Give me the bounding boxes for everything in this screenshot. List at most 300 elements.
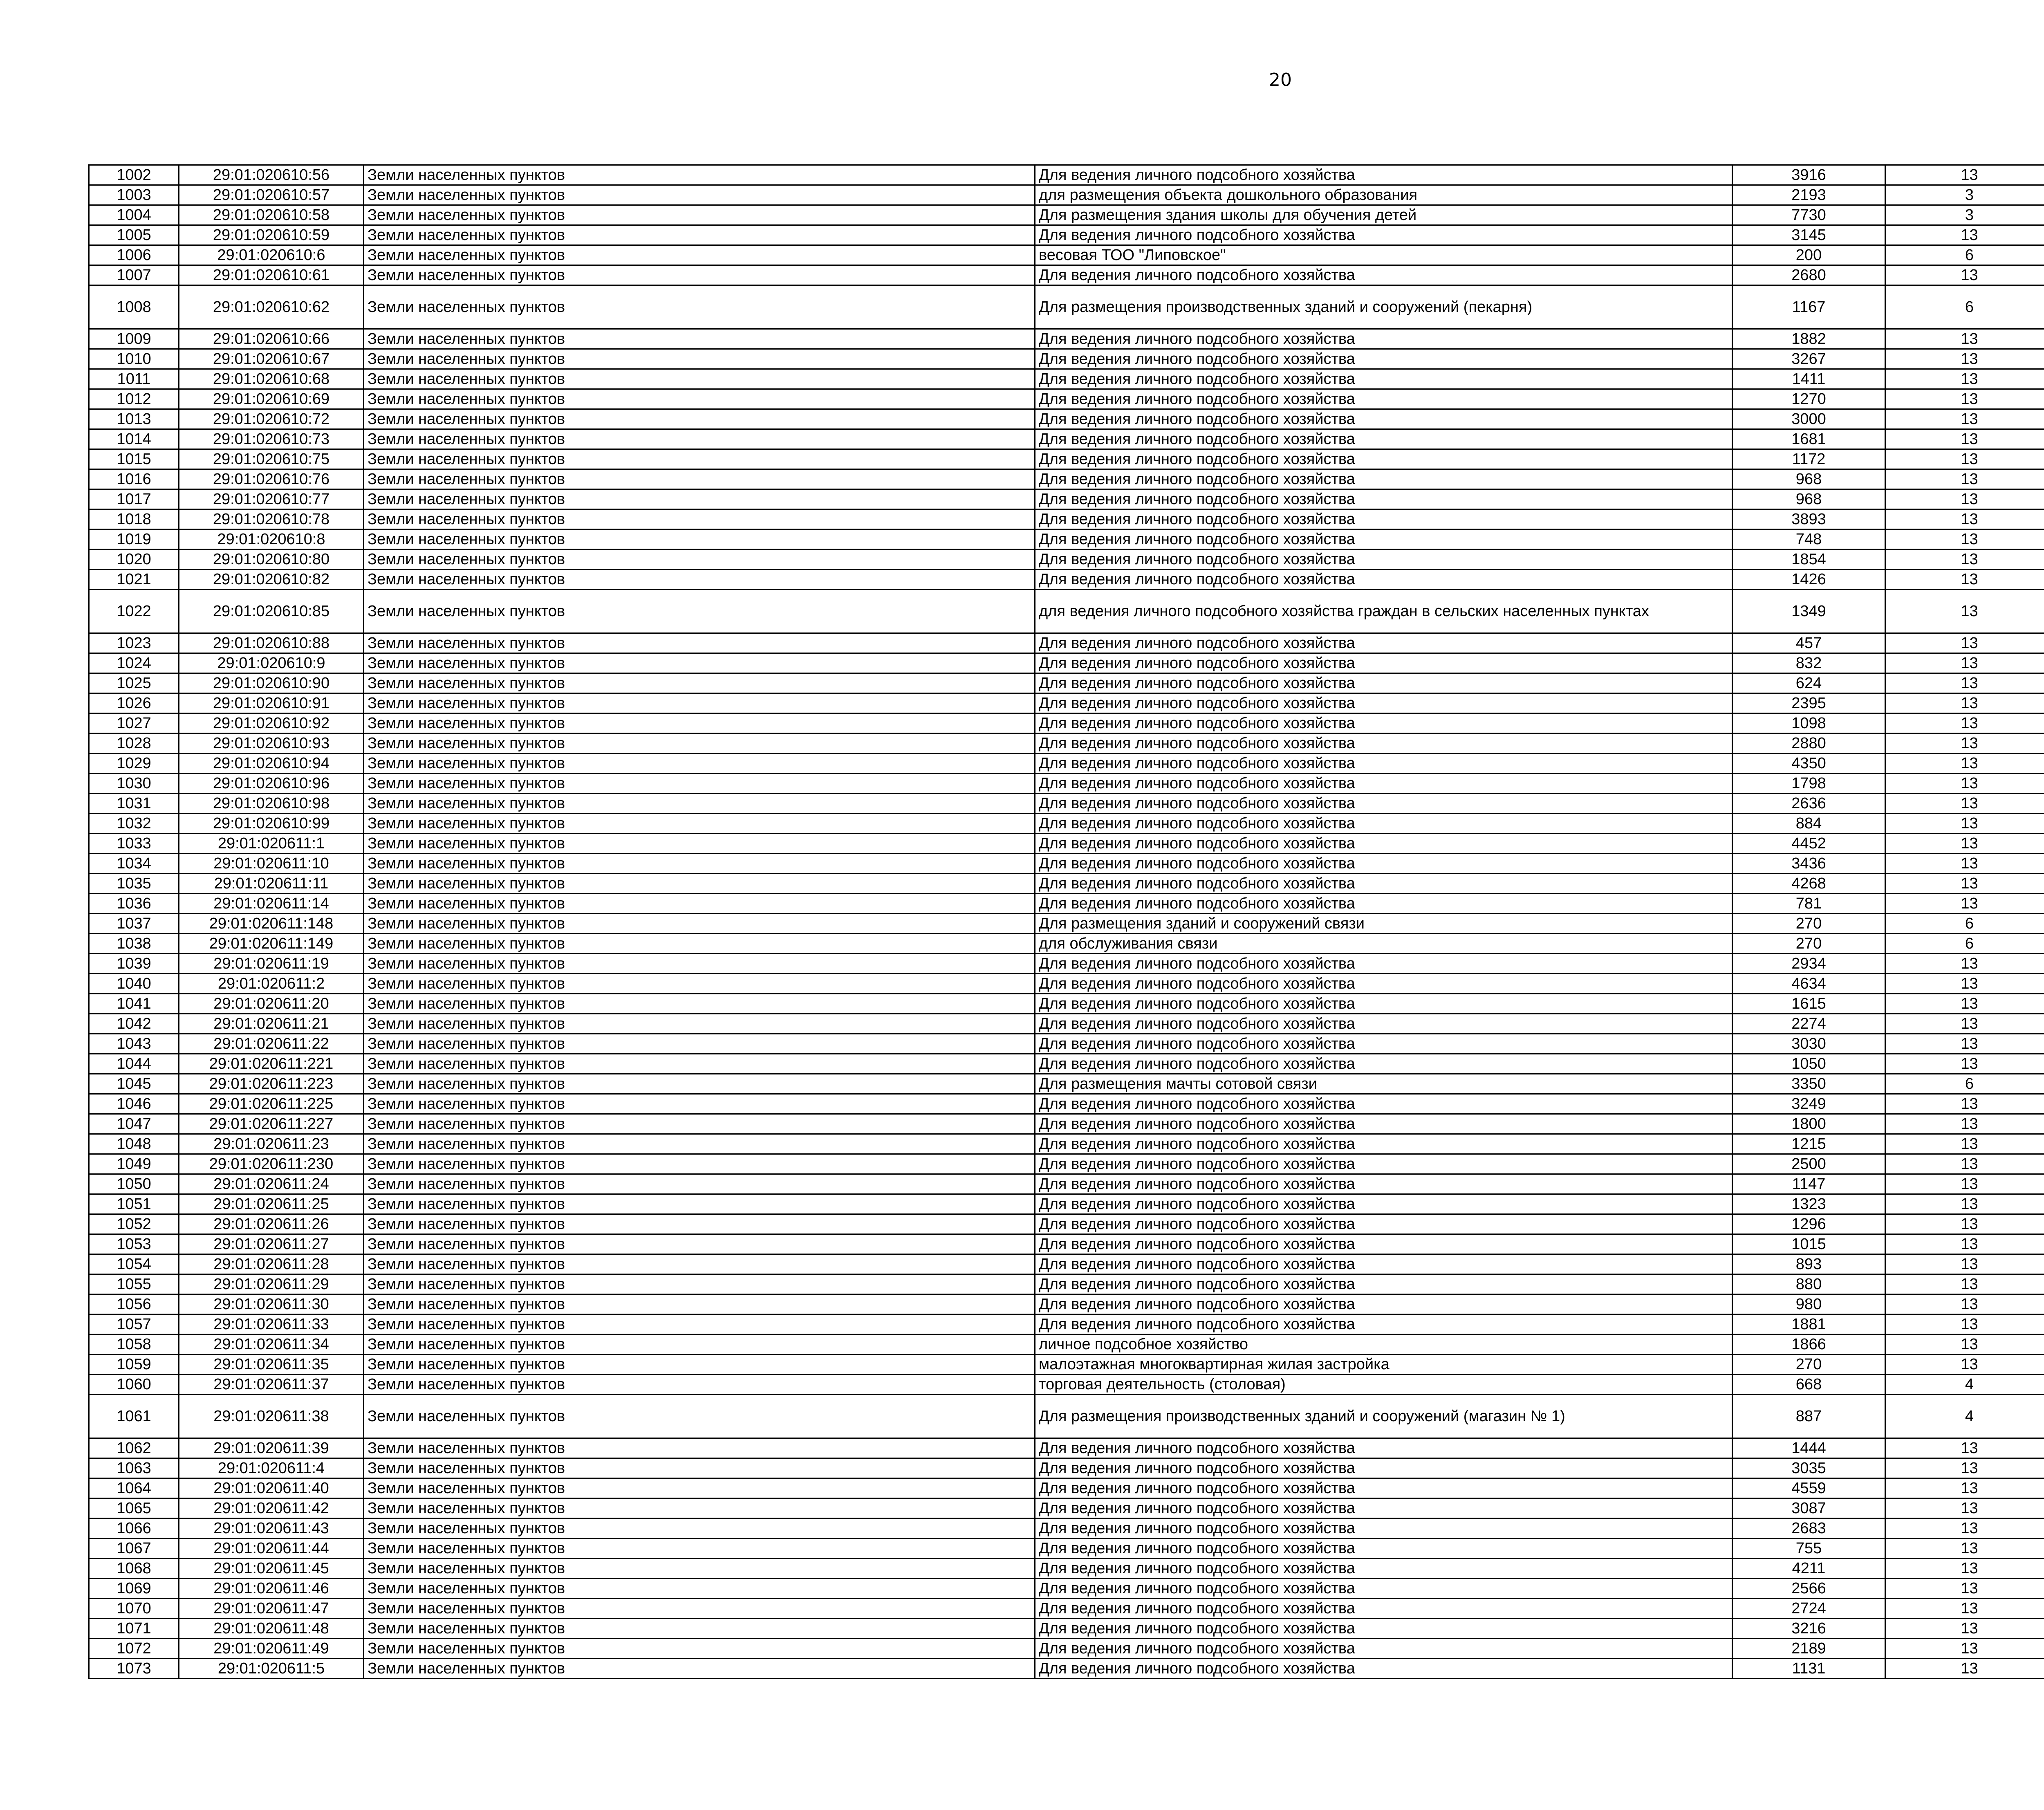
cadastral-number-cell: 29:01:020611:40 — [179, 1478, 364, 1498]
row-number-cell: 1018 — [89, 509, 179, 529]
group-cell: 13 — [1885, 974, 2044, 994]
row-number-cell: 1049 — [89, 1154, 179, 1174]
land-category-cell: Земли населенных пунктов — [364, 794, 1035, 814]
area-cell: 4211 — [1732, 1559, 1885, 1579]
land-category-cell: Земли населенных пунктов — [364, 974, 1035, 994]
land-category-cell: Земли населенных пунктов — [364, 429, 1035, 449]
permitted-use-cell: Для ведения личного подсобного хозяйства — [1035, 1579, 1732, 1599]
cadastral-number-cell: 29:01:020611:4 — [179, 1458, 364, 1478]
land-category-cell: Земли населенных пунктов — [364, 1355, 1035, 1375]
land-category-cell: Земли населенных пунктов — [364, 550, 1035, 570]
land-category-cell: Земли населенных пунктов — [364, 1274, 1035, 1294]
cadastral-number-cell: 29:01:020610:75 — [179, 449, 364, 469]
land-category-cell: Земли населенных пунктов — [364, 1094, 1035, 1114]
land-category-cell: Земли населенных пунктов — [364, 1619, 1035, 1639]
cadastral-number-cell: 29:01:020610:69 — [179, 389, 364, 409]
cadastral-number-cell: 29:01:020610:96 — [179, 774, 364, 794]
land-category-cell: Земли населенных пунктов — [364, 633, 1035, 653]
cadastral-number-cell: 29:01:020611:45 — [179, 1559, 364, 1579]
cadastral-number-cell: 29:01:020610:6 — [179, 245, 364, 265]
group-cell: 13 — [1885, 429, 2044, 449]
cadastral-number-cell: 29:01:020611:28 — [179, 1254, 364, 1274]
group-cell: 13 — [1885, 854, 2044, 874]
cadastral-number-cell: 29:01:020611:23 — [179, 1134, 364, 1154]
row-number-cell: 1057 — [89, 1314, 179, 1335]
permitted-use-cell: Для ведения личного подсобного хозяйства — [1035, 165, 1732, 185]
group-cell: 13 — [1885, 1314, 2044, 1335]
area-cell: 1349 — [1732, 590, 1885, 633]
permitted-use-cell: Для размещения производственных зданий и сооружений (магазин № 1) — [1035, 1395, 1732, 1438]
area-cell: 3350 — [1732, 1074, 1885, 1094]
row-number-cell: 1070 — [89, 1599, 179, 1619]
area-cell: 3216 — [1732, 1619, 1885, 1639]
table-row — [89, 1194, 2044, 1214]
land-category-cell: Земли населенных пунктов — [364, 1294, 1035, 1314]
land-category-cell: Земли населенных пунктов — [364, 1599, 1035, 1619]
row-number-cell: 1040 — [89, 974, 179, 994]
area-cell: 880 — [1732, 1274, 1885, 1294]
group-cell: 6 — [1885, 914, 2044, 934]
row-number-cell: 1064 — [89, 1478, 179, 1498]
group-cell: 13 — [1885, 1478, 2044, 1498]
area-cell: 832 — [1732, 653, 1885, 673]
group-cell: 13 — [1885, 489, 2044, 509]
group-cell: 13 — [1885, 954, 2044, 974]
group-cell: 13 — [1885, 1094, 2044, 1114]
group-cell: 4 — [1885, 1395, 2044, 1438]
area-cell: 270 — [1732, 1355, 1885, 1375]
cadastral-number-cell: 29:01:020610:82 — [179, 570, 364, 590]
area-cell: 1172 — [1732, 449, 1885, 469]
row-number-cell: 1005 — [89, 225, 179, 245]
row-number-cell: 1050 — [89, 1174, 179, 1194]
cadastral-number-cell: 29:01:020611:227 — [179, 1114, 364, 1134]
land-category-cell: Земли населенных пунктов — [364, 994, 1035, 1014]
row-number-cell: 1014 — [89, 429, 179, 449]
cadastral-number-cell: 29:01:020611:21 — [179, 1014, 364, 1034]
cadastral-number-cell: 29:01:020610:62 — [179, 285, 364, 329]
area-cell: 2934 — [1732, 954, 1885, 974]
land-category-cell: Земли населенных пунктов — [364, 1074, 1035, 1094]
row-number-cell: 1062 — [89, 1438, 179, 1458]
table-row — [89, 754, 2044, 774]
permitted-use-cell: Для ведения личного подсобного хозяйства — [1035, 834, 1732, 854]
table-row — [89, 653, 2044, 673]
group-cell: 13 — [1885, 265, 2044, 285]
row-number-cell: 1015 — [89, 449, 179, 469]
row-number-cell: 1047 — [89, 1114, 179, 1134]
table-row — [89, 1234, 2044, 1254]
table-row — [89, 794, 2044, 814]
cadastral-number-cell: 29:01:020611:20 — [179, 994, 364, 1014]
cadastral-number-cell: 29:01:020611:47 — [179, 1599, 364, 1619]
land-category-cell: Земли населенных пунктов — [364, 1559, 1035, 1579]
cadastral-number-cell: 29:01:020611:44 — [179, 1539, 364, 1559]
row-number-cell: 1022 — [89, 590, 179, 633]
table-row — [89, 834, 2044, 854]
area-cell: 1296 — [1732, 1214, 1885, 1234]
area-cell: 755 — [1732, 1539, 1885, 1559]
area-cell: 893 — [1732, 1254, 1885, 1274]
land-category-cell: Земли населенных пунктов — [364, 954, 1035, 974]
permitted-use-cell: Для ведения личного подсобного хозяйства — [1035, 1154, 1732, 1174]
land-category-cell: Земли населенных пунктов — [364, 570, 1035, 590]
permitted-use-cell: Для ведения личного подсобного хозяйства — [1035, 673, 1732, 693]
group-cell: 13 — [1885, 1294, 2044, 1314]
permitted-use-cell: Для ведения личного подсобного хозяйства — [1035, 1438, 1732, 1458]
table-row — [89, 814, 2044, 834]
cadastral-number-cell: 29:01:020611:48 — [179, 1619, 364, 1639]
permitted-use-cell: Для ведения личного подсобного хозяйства — [1035, 329, 1732, 349]
land-category-cell: Земли населенных пунктов — [364, 245, 1035, 265]
permitted-use-cell: Для ведения личного подсобного хозяйства — [1035, 874, 1732, 894]
land-category-cell: Земли населенных пунктов — [364, 1395, 1035, 1438]
area-cell: 7730 — [1732, 205, 1885, 225]
land-category-cell: Земли населенных пунктов — [364, 389, 1035, 409]
group-cell: 13 — [1885, 1518, 2044, 1539]
table-row — [89, 265, 2044, 285]
group-cell: 13 — [1885, 369, 2044, 389]
group-cell: 6 — [1885, 1074, 2044, 1094]
group-cell: 13 — [1885, 509, 2044, 529]
area-cell: 2189 — [1732, 1639, 1885, 1659]
table-row — [89, 1214, 2044, 1234]
cadastral-number-cell: 29:01:020610:61 — [179, 265, 364, 285]
area-cell: 1681 — [1732, 429, 1885, 449]
cadastral-number-cell: 29:01:020611:43 — [179, 1518, 364, 1539]
land-category-cell: Земли населенных пунктов — [364, 529, 1035, 550]
group-cell: 13 — [1885, 225, 2044, 245]
permitted-use-cell: Для ведения личного подсобного хозяйства — [1035, 1659, 1732, 1679]
area-cell: 3267 — [1732, 349, 1885, 369]
row-number-cell: 1055 — [89, 1274, 179, 1294]
cadastral-number-cell: 29:01:020610:8 — [179, 529, 364, 550]
land-category-cell: Земли населенных пунктов — [364, 469, 1035, 489]
land-category-cell: Земли населенных пунктов — [364, 693, 1035, 713]
area-cell: 1426 — [1732, 570, 1885, 590]
table-row — [89, 1114, 2044, 1134]
area-cell: 668 — [1732, 1375, 1885, 1395]
row-number-cell: 1026 — [89, 693, 179, 713]
land-category-cell: Земли населенных пунктов — [364, 774, 1035, 794]
permitted-use-cell: личное подсобное хозяйство — [1035, 1335, 1732, 1355]
permitted-use-cell: Для ведения личного подсобного хозяйства — [1035, 794, 1732, 814]
cadastral-number-cell: 29:01:020610:92 — [179, 713, 364, 733]
permitted-use-cell: для размещения объекта дошкольного образования — [1035, 185, 1732, 205]
land-category-cell: Земли населенных пунктов — [364, 1639, 1035, 1659]
land-category-cell: Земли населенных пунктов — [364, 914, 1035, 934]
table-row — [89, 1174, 2044, 1194]
row-number-cell: 1046 — [89, 1094, 179, 1114]
group-cell: 13 — [1885, 329, 2044, 349]
permitted-use-cell: Для ведения личного подсобного хозяйства — [1035, 489, 1732, 509]
row-number-cell: 1036 — [89, 894, 179, 914]
land-category-cell: Земли населенных пунктов — [364, 1478, 1035, 1498]
row-number-cell: 1006 — [89, 245, 179, 265]
land-category-cell: Земли населенных пунктов — [364, 673, 1035, 693]
row-number-cell: 1058 — [89, 1335, 179, 1355]
group-cell: 13 — [1885, 1054, 2044, 1074]
permitted-use-cell: Для ведения личного подсобного хозяйства — [1035, 1539, 1732, 1559]
table-row — [89, 1579, 2044, 1599]
group-cell: 13 — [1885, 633, 2044, 653]
table-row — [89, 854, 2044, 874]
permitted-use-cell: Для ведения личного подсобного хозяйства — [1035, 854, 1732, 874]
area-cell: 3249 — [1732, 1094, 1885, 1114]
group-cell: 13 — [1885, 653, 2044, 673]
table-row — [89, 369, 2044, 389]
cadastral-number-cell: 29:01:020610:66 — [179, 329, 364, 349]
area-cell: 270 — [1732, 914, 1885, 934]
area-cell: 1147 — [1732, 1174, 1885, 1194]
permitted-use-cell: для обслуживания связи — [1035, 934, 1732, 954]
permitted-use-cell: Для ведения личного подсобного хозяйства — [1035, 1314, 1732, 1335]
permitted-use-cell: Для ведения личного подсобного хозяйства — [1035, 570, 1732, 590]
table-row — [89, 1335, 2044, 1355]
permitted-use-cell: Для ведения личного подсобного хозяйства — [1035, 1094, 1732, 1114]
row-number-cell: 1019 — [89, 529, 179, 550]
permitted-use-cell: Для ведения личного подсобного хозяйства — [1035, 1294, 1732, 1314]
table-row — [89, 1539, 2044, 1559]
area-cell: 980 — [1732, 1294, 1885, 1314]
area-cell: 1800 — [1732, 1114, 1885, 1134]
land-category-cell: Земли населенных пунктов — [364, 1438, 1035, 1458]
permitted-use-cell: Для ведения личного подсобного хозяйства — [1035, 1114, 1732, 1134]
area-cell: 2193 — [1732, 185, 1885, 205]
row-number-cell: 1071 — [89, 1619, 179, 1639]
row-number-cell: 1008 — [89, 285, 179, 329]
area-cell: 624 — [1732, 673, 1885, 693]
area-cell: 887 — [1732, 1395, 1885, 1438]
area-cell: 968 — [1732, 469, 1885, 489]
area-cell: 2683 — [1732, 1518, 1885, 1539]
area-cell: 2880 — [1732, 733, 1885, 754]
table-row — [89, 1639, 2044, 1659]
cadastral-number-cell: 29:01:020610:91 — [179, 693, 364, 713]
row-number-cell: 1063 — [89, 1458, 179, 1478]
group-cell: 3 — [1885, 185, 2044, 205]
area-cell: 457 — [1732, 633, 1885, 653]
area-cell: 1098 — [1732, 713, 1885, 733]
permitted-use-cell: Для ведения личного подсобного хозяйства — [1035, 814, 1732, 834]
land-category-cell: Земли населенных пунктов — [364, 1134, 1035, 1154]
group-cell: 13 — [1885, 409, 2044, 429]
table-row — [89, 1014, 2044, 1034]
cadastral-number-cell: 29:01:020611:11 — [179, 874, 364, 894]
cadastral-number-cell: 29:01:020610:68 — [179, 369, 364, 389]
group-cell: 13 — [1885, 1114, 2044, 1134]
row-number-cell: 1066 — [89, 1518, 179, 1539]
cadastral-number-cell: 29:01:020611:223 — [179, 1074, 364, 1094]
permitted-use-cell: Для ведения личного подсобного хозяйства — [1035, 1518, 1732, 1539]
table-row — [89, 1054, 2044, 1074]
land-category-cell: Земли населенных пунктов — [364, 653, 1035, 673]
table-row — [89, 1518, 2044, 1539]
row-number-cell: 1003 — [89, 185, 179, 205]
group-cell: 13 — [1885, 733, 2044, 754]
area-cell: 1167 — [1732, 285, 1885, 329]
group-cell: 13 — [1885, 550, 2044, 570]
table-row — [89, 774, 2044, 794]
area-cell: 3087 — [1732, 1498, 1885, 1518]
cadastral-number-cell: 29:01:020610:67 — [179, 349, 364, 369]
area-cell: 1798 — [1732, 774, 1885, 794]
row-number-cell: 1012 — [89, 389, 179, 409]
land-category-cell: Земли населенных пунктов — [364, 894, 1035, 914]
land-category-cell: Земли населенных пунктов — [364, 1034, 1035, 1054]
cadastral-number-cell: 29:01:020611:33 — [179, 1314, 364, 1335]
group-cell: 13 — [1885, 1438, 2044, 1458]
row-number-cell: 1011 — [89, 369, 179, 389]
permitted-use-cell: Для ведения личного подсобного хозяйства — [1035, 389, 1732, 409]
row-number-cell: 1068 — [89, 1559, 179, 1579]
area-cell: 4350 — [1732, 754, 1885, 774]
table-row — [89, 205, 2044, 225]
group-cell: 13 — [1885, 1559, 2044, 1579]
land-category-cell: Земли населенных пунктов — [364, 1518, 1035, 1539]
permitted-use-cell: Для ведения личного подсобного хозяйства — [1035, 1014, 1732, 1034]
cadastral-number-cell: 29:01:020610:88 — [179, 633, 364, 653]
land-category-cell: Земли населенных пунктов — [364, 205, 1035, 225]
area-cell: 4268 — [1732, 874, 1885, 894]
cadastral-number-cell: 29:01:020610:78 — [179, 509, 364, 529]
area-cell: 1323 — [1732, 1194, 1885, 1214]
table-row — [89, 673, 2044, 693]
group-cell: 13 — [1885, 874, 2044, 894]
area-cell: 3916 — [1732, 165, 1885, 185]
row-number-cell: 1043 — [89, 1034, 179, 1054]
table-row — [89, 1395, 2044, 1438]
area-cell: 1881 — [1732, 1314, 1885, 1335]
row-number-cell: 1054 — [89, 1254, 179, 1274]
table-row — [89, 1314, 2044, 1335]
table-row — [89, 469, 2044, 489]
land-category-cell: Земли населенных пунктов — [364, 225, 1035, 245]
permitted-use-cell: Для ведения личного подсобного хозяйства — [1035, 754, 1732, 774]
group-cell: 13 — [1885, 1498, 2044, 1518]
area-cell: 1215 — [1732, 1134, 1885, 1154]
cadastral-number-cell: 29:01:020610:99 — [179, 814, 364, 834]
land-category-cell: Земли населенных пунктов — [364, 1458, 1035, 1478]
area-cell: 1270 — [1732, 389, 1885, 409]
permitted-use-cell: Для ведения личного подсобного хозяйства — [1035, 653, 1732, 673]
row-number-cell: 1017 — [89, 489, 179, 509]
cadastral-number-cell: 29:01:020610:58 — [179, 205, 364, 225]
land-category-cell: Земли населенных пунктов — [364, 1498, 1035, 1518]
permitted-use-cell: Для ведения личного подсобного хозяйства — [1035, 1458, 1732, 1478]
group-cell: 13 — [1885, 469, 2044, 489]
permitted-use-cell: Для ведения личного подсобного хозяйства — [1035, 1639, 1732, 1659]
area-cell: 1131 — [1732, 1659, 1885, 1679]
group-cell: 13 — [1885, 1579, 2044, 1599]
area-cell: 748 — [1732, 529, 1885, 550]
table-row — [89, 1559, 2044, 1579]
table-row — [89, 1094, 2044, 1114]
cadastral-number-cell: 29:01:020611:39 — [179, 1438, 364, 1458]
land-category-cell: Земли населенных пунктов — [364, 1375, 1035, 1395]
permitted-use-cell: Для ведения личного подсобного хозяйства — [1035, 1498, 1732, 1518]
row-number-cell: 1032 — [89, 814, 179, 834]
group-cell: 13 — [1885, 1154, 2044, 1174]
row-number-cell: 1045 — [89, 1074, 179, 1094]
permitted-use-cell: Для ведения личного подсобного хозяйства — [1035, 894, 1732, 914]
row-number-cell: 1044 — [89, 1054, 179, 1074]
table-row — [89, 1458, 2044, 1478]
area-cell: 2566 — [1732, 1579, 1885, 1599]
land-category-cell: Земли населенных пунктов — [364, 165, 1035, 185]
land-category-cell: Земли населенных пунктов — [364, 1314, 1035, 1335]
table-row — [89, 894, 2044, 914]
permitted-use-cell: Для размещения производственных зданий и сооружений (пекарня) — [1035, 285, 1732, 329]
land-category-cell: Земли населенных пунктов — [364, 1174, 1035, 1194]
area-cell: 1015 — [1732, 1234, 1885, 1254]
permitted-use-cell: торговая деятельность (столовая) — [1035, 1375, 1732, 1395]
group-cell: 13 — [1885, 349, 2044, 369]
permitted-use-cell: Для ведения личного подсобного хозяйства — [1035, 265, 1732, 285]
table-row — [89, 1599, 2044, 1619]
permitted-use-cell: Для ведения личного подсобного хозяйства — [1035, 1559, 1732, 1579]
land-category-cell: Земли населенных пунктов — [364, 1335, 1035, 1355]
table-row — [89, 1659, 2044, 1679]
permitted-use-cell: Для ведения личного подсобного хозяйства — [1035, 1054, 1732, 1074]
table-row — [89, 185, 2044, 205]
area-cell: 1050 — [1732, 1054, 1885, 1074]
cadastral-number-cell: 29:01:020610:72 — [179, 409, 364, 429]
permitted-use-cell: малоэтажная многоквартирная жилая застройка — [1035, 1355, 1732, 1375]
area-cell: 1882 — [1732, 329, 1885, 349]
cadastral-number-cell: 29:01:020611:10 — [179, 854, 364, 874]
cadastral-number-cell: 29:01:020611:14 — [179, 894, 364, 914]
cadastral-number-cell: 29:01:020611:22 — [179, 1034, 364, 1054]
area-cell: 200 — [1732, 245, 1885, 265]
cadastral-number-cell: 29:01:020610:73 — [179, 429, 364, 449]
area-cell: 3145 — [1732, 225, 1885, 245]
group-cell: 13 — [1885, 1174, 2044, 1194]
group-cell: 13 — [1885, 894, 2044, 914]
row-number-cell: 1056 — [89, 1294, 179, 1314]
row-number-cell: 1053 — [89, 1234, 179, 1254]
permitted-use-cell: Для ведения личного подсобного хозяйства — [1035, 974, 1732, 994]
row-number-cell: 1013 — [89, 409, 179, 429]
table-row — [89, 409, 2044, 429]
table-row — [89, 1294, 2044, 1314]
land-category-cell: Земли населенных пунктов — [364, 1659, 1035, 1679]
group-cell: 13 — [1885, 1355, 2044, 1375]
cadastral-value-table — [88, 164, 2044, 1679]
table-row — [89, 225, 2044, 245]
row-number-cell: 1020 — [89, 550, 179, 570]
cadastral-number-cell: 29:01:020611:5 — [179, 1659, 364, 1679]
permitted-use-cell: Для ведения личного подсобного хозяйства — [1035, 1174, 1732, 1194]
cadastral-number-cell: 29:01:020610:76 — [179, 469, 364, 489]
area-cell: 2395 — [1732, 693, 1885, 713]
group-cell: 13 — [1885, 794, 2044, 814]
permitted-use-cell: Для ведения личного подсобного хозяйства — [1035, 1599, 1732, 1619]
land-category-cell: Земли населенных пунктов — [364, 590, 1035, 633]
row-number-cell: 1034 — [89, 854, 179, 874]
group-cell: 13 — [1885, 1214, 2044, 1234]
land-category-cell: Земли населенных пунктов — [364, 1054, 1035, 1074]
area-cell: 2500 — [1732, 1154, 1885, 1174]
permitted-use-cell: Для ведения личного подсобного хозяйства — [1035, 693, 1732, 713]
land-category-cell: Земли населенных пунктов — [364, 285, 1035, 329]
permitted-use-cell: Для ведения личного подсобного хозяйства — [1035, 1034, 1732, 1054]
group-cell: 13 — [1885, 693, 2044, 713]
group-cell: 13 — [1885, 1599, 2044, 1619]
permitted-use-cell: для ведения личного подсобного хозяйства граждан в сельских населенных пунктах — [1035, 590, 1732, 633]
cadastral-number-cell: 29:01:020611:1 — [179, 834, 364, 854]
table-row — [89, 550, 2044, 570]
